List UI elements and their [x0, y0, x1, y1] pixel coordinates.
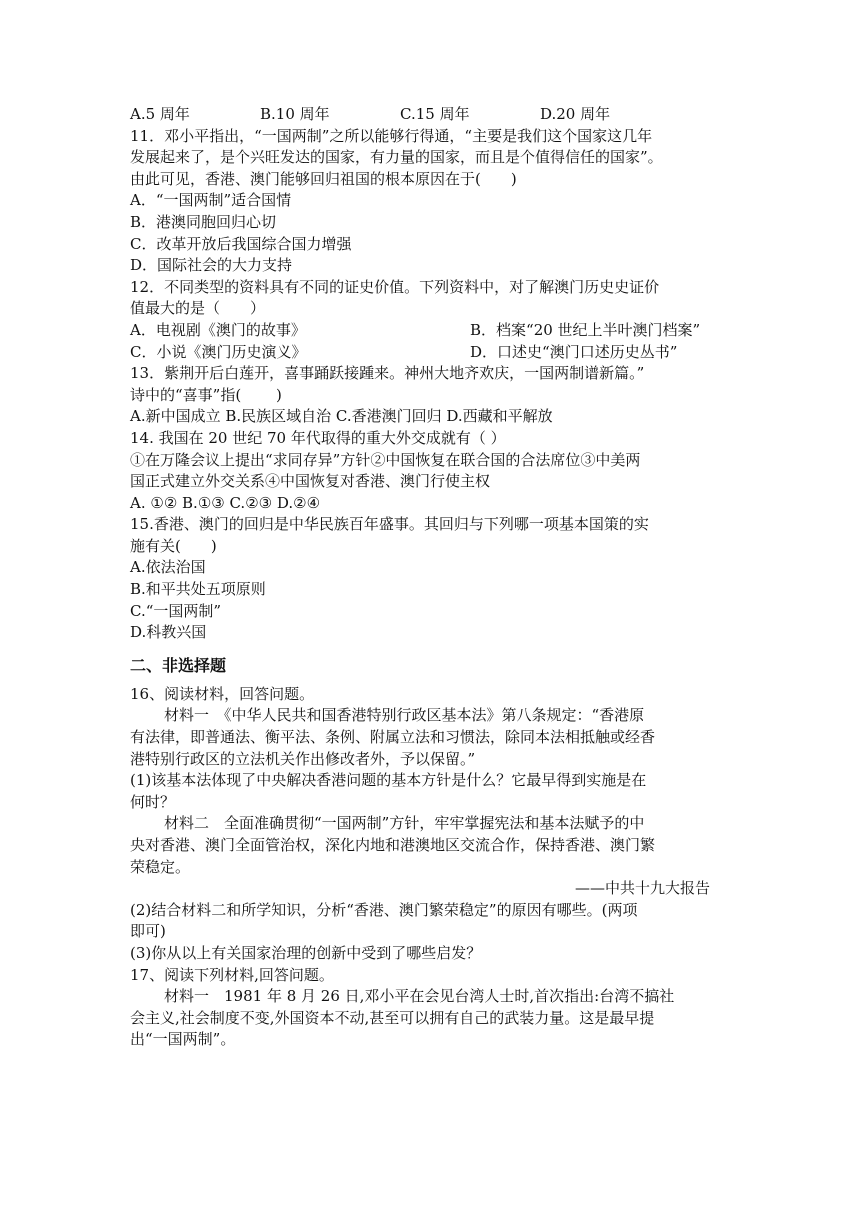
q10-options: [130, 104, 730, 126]
question-15: [130, 514, 730, 644]
q16-material-1-line-1: 材料一 《中华人民共和国香港特别行政区基本法》第八条规定：“香港原: [164, 706, 645, 725]
q15-option-b: B.和平共处五项原则: [130, 580, 266, 599]
question-17: [130, 965, 730, 1051]
q15-option-d: D.科教兴国: [130, 623, 207, 642]
q16-sub-question-3: (3)你从以上有关国家治理的创新中受到了哪些启发？: [130, 943, 482, 962]
q16-sub-question-2-line-1: (2)结合材料二和所学知识，分析“香港、澳门繁荣稳定”的原因有哪些。(两项: [130, 900, 638, 919]
q14-stem-line-2: ①在万隆会议上提出“求同存异”方针②中国恢复在联合国的合法席位③中美两: [130, 450, 641, 469]
exam-page: [130, 104, 730, 1051]
q16-material-2-source: ——中共十九大报告: [574, 879, 710, 898]
q17-material-1-line-1: 材料一 1981 年 8 月 26 日,邓小平在会见台湾人士时,首次指出:台湾不搞社: [164, 987, 675, 1006]
q10-option-b: B.10 周年: [260, 105, 330, 123]
q12-option-b: B．档案“20 世纪上半叶澳门档案”: [470, 320, 701, 339]
q11-option-a: A．“一国两制”适合国情: [130, 191, 292, 210]
q13-stem-line-1: 13．紫荆开后白莲开，喜事踊跃接踵来。神州大地齐欢庆，一国两制谱新篇。”: [130, 364, 645, 383]
q11-option-c: C．改革开放后我国综合国力增强: [130, 234, 352, 253]
q12-options-row-1: [130, 320, 730, 342]
question-14: [130, 428, 730, 514]
q16-material-1-line-3: 港特别行政区的立法机关作出修改者外，予以保留。”: [130, 749, 476, 768]
question-11: [130, 126, 730, 277]
q10-option-c: C.15 周年: [400, 105, 470, 123]
q11-stem-line-3: 由此可见，香港、澳门能够回归祖国的根本原因在于( ): [130, 169, 517, 188]
q17-material-1-line-3: 出“一国两制”。: [130, 1030, 236, 1049]
q10-option-d: D.20 周年: [540, 105, 611, 123]
q14-stem-line-1: 14. 我国在 20 世纪 70 年代取得的重大外交成就有（ ）: [130, 428, 506, 447]
q12-stem-line-1: 12．不同类型的资料具有不同的证史价值。下列资料中，对了解澳门历史史证价: [130, 277, 660, 296]
q16-material-2-line-1: 材料二 全面准确贯彻“一国两制”方针，牢牢掌握宪法和基本法赋予的中: [164, 814, 645, 833]
question-16: [130, 684, 730, 965]
q12-option-c: C．小说《澳门历史演义》: [130, 342, 307, 361]
q16-sub-question-2-line-2: 即可): [130, 922, 166, 941]
q14-options: A. ①② B.①③ C.②③ D.②④: [130, 493, 321, 512]
q15-stem-line-1: 15.香港、澳门的回归是中华民族百年盛事。其回归与下列哪一项基本国策的实: [130, 515, 649, 534]
q13-stem-line-2: 诗中的“喜事”指( ): [130, 385, 282, 404]
q15-stem-line-2: 施有关( ): [130, 536, 217, 555]
q14-stem-line-3: 国正式建立外交关系④中国恢复对香港、澳门行使主权: [130, 472, 491, 491]
q10-option-a: A.5 周年: [130, 105, 190, 123]
q17-heading: 17、阅读下列材料,回答问题。: [130, 965, 334, 984]
q15-option-a: A.依法治国: [130, 558, 206, 577]
q16-sub-question-1-line-2: 何时？: [130, 792, 176, 811]
q16-heading: 16、阅读材料，回答问题。: [130, 684, 315, 703]
question-12: [130, 277, 730, 363]
q16-material-2-line-3: 荣稳定。: [130, 857, 191, 876]
q12-option-a: A．电视剧《澳门的故事》: [130, 320, 306, 339]
section-title-non-choice: 二、非选择题: [130, 655, 227, 675]
q13-options: A.新中国成立 B.民族区域自治 C.香港澳门回归 D.西藏和平解放: [130, 407, 553, 426]
q11-stem-line-2: 发展起来了，是个兴旺发达的国家，有力量的国家，而且是个值得信任的国家”。: [130, 148, 663, 167]
q12-option-d: D．口述史“澳门口述历史丛书”: [470, 342, 678, 361]
q12-options-row-2: [130, 342, 730, 364]
q11-option-d: D．国际社会的大力支持: [130, 256, 293, 275]
q17-material-1-line-2: 会主义,社会制度不变,外国资本不动,甚至可以拥有自己的武装力量。这是最早提: [130, 1008, 655, 1027]
q16-sub-question-1-line-1: (1)该基本法体现了中央解决香港问题的基本方针是什么？它最早得到实施是在: [130, 771, 647, 790]
q16-material-2-line-2: 央对香港、澳门全面管治权，深化内地和港澳地区交流合作，保持香港、澳门繁: [130, 836, 656, 854]
q15-option-c: C.“一国两制”: [130, 601, 222, 620]
q16-material-1-line-2: 有法律，即普通法、衡平法、条例、附属立法和习惯法，除同本法相抵触或经香: [130, 728, 656, 747]
q11-stem-line-1: 11．邓小平指出，“一国两制”之所以能够行得通，“主要是我们这个国家这几年: [130, 126, 653, 145]
q12-stem-line-2: 值最大的是（ ）: [130, 299, 266, 318]
question-13: [130, 363, 730, 428]
q11-option-b: B．港澳同胞回归心切: [130, 212, 277, 231]
